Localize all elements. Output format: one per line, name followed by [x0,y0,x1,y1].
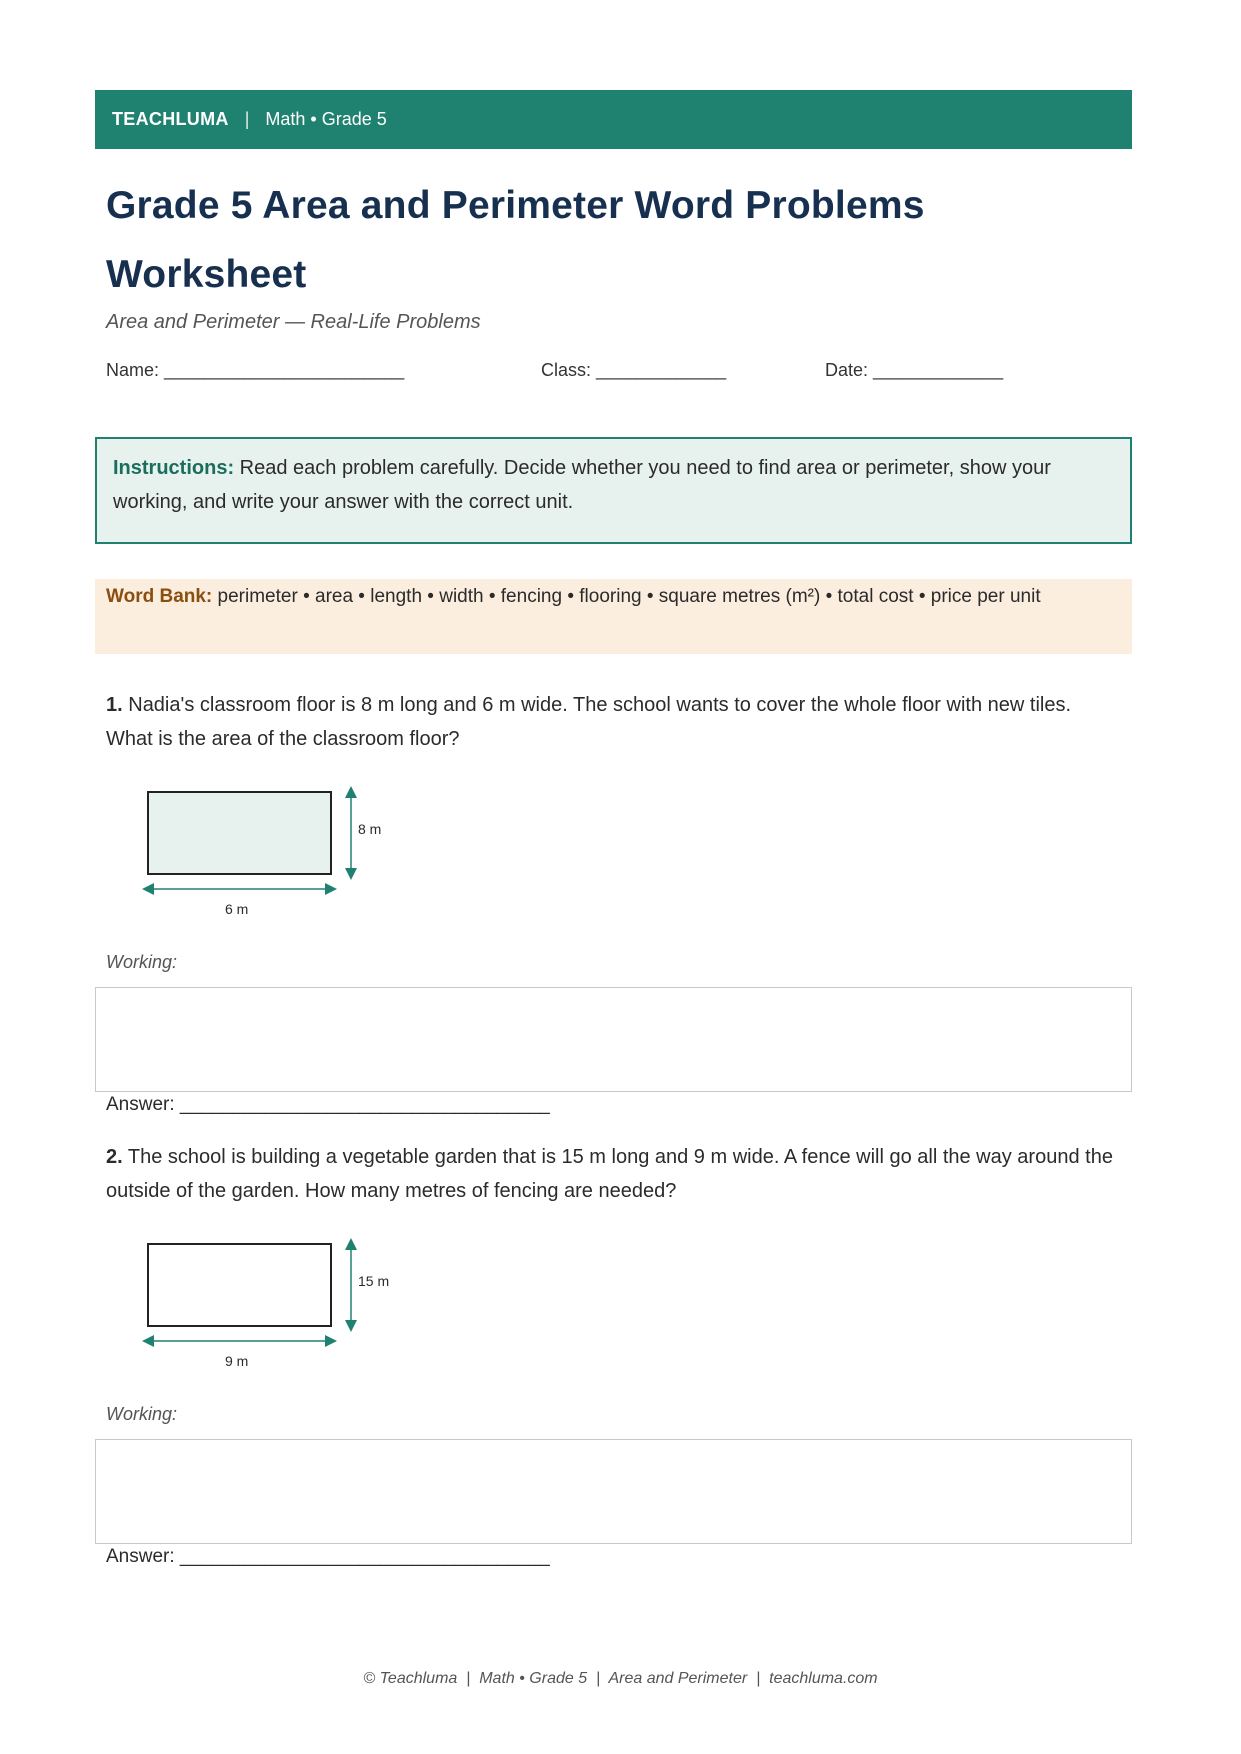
header-bar [95,90,1132,149]
height-label: 8 m [358,821,382,837]
page-title: Grade 5 Area and Perimeter Word Problems Worksheet [106,184,925,296]
class-field[interactable]: Class: _____________ [541,360,727,380]
problem-number: 1. [106,694,123,716]
width-label: 6 m [225,901,249,917]
rectangle-figure [95,1234,395,1404]
problem-2 [95,1140,1121,1208]
rectangle-figure [95,782,395,952]
brand-name: TEACHLUMA [112,109,229,129]
problem-number: 2. [106,1146,123,1168]
header-separator: | [244,109,250,129]
subject-label: Math • Grade 5 [265,109,387,129]
name-field[interactable]: Name: ________________________ [106,360,405,380]
problem-text: Nadia's classroom floor is 8 m long and 6 m wide. The school wants to cover the whole floor with new tiles. What is the area of the classroom floor? [106,694,1072,750]
width-label: 9 m [225,1353,249,1369]
instructions-text: Read each problem carefully. Decide whether you need to find area or perimeter, show your working, and write your answer with the correct unit. [113,457,1051,513]
instructions-box [95,437,1132,544]
working-box[interactable] [95,1439,1132,1544]
worksheet-page [95,90,1132,1570]
word-bank-label: Word Bank: [106,586,213,607]
word-bank-text: perimeter • area • length • width • fencing • flooring • square metres (m²) • total cost • price per unit [212,586,1041,607]
height-label: 15 m [358,1273,390,1289]
problem-text: The school is building a vegetable garden that is 15 m long and 9 m wide. A fence will go all the way around the outside of the garden. How many metres of fencing are needed? [106,1146,1113,1202]
floor-rectangle [148,792,331,874]
rectangle-diagram-2 [95,1234,1132,1404]
working-label: Working: [106,952,178,972]
problem-1 [95,688,1121,756]
rectangle-diagram-1 [95,782,1132,952]
answer-line[interactable]: Answer: ___________________________________ [106,1546,550,1567]
answer-line[interactable]: Answer: ___________________________________ [106,1094,550,1115]
page-footer: © Teachluma | Math • Grade 5 | Area and Perimeter | teachluma.com [363,1670,878,1687]
working-box[interactable] [95,987,1132,1092]
student-fields [95,360,1132,390]
working-label: Working: [106,1404,178,1424]
date-field[interactable]: Date: _____________ [825,360,1004,380]
garden-rectangle [148,1244,331,1326]
instructions-label: Instructions: [113,457,235,479]
page-subtitle: Area and Perimeter — Real-Life Problems [106,311,481,333]
word-bank [95,579,1132,654]
